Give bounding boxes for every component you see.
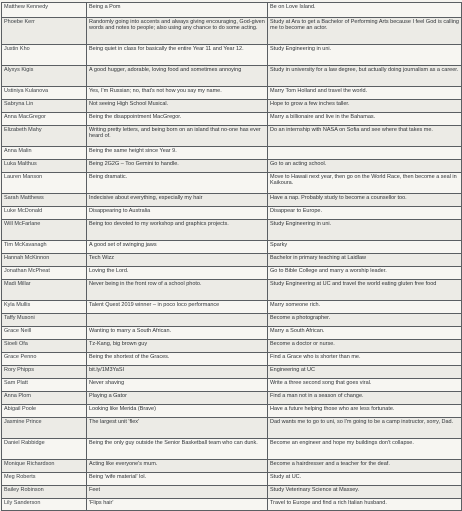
student-name: Grace Penno (2, 353, 87, 366)
table-row (2, 392, 462, 405)
future-plans: Go to Bible College and marry a worship leader. (268, 267, 462, 280)
student-name: Matthew Kennedy (2, 3, 87, 18)
student-table-body (2, 3, 462, 511)
student-name: Sioeli Ofa (2, 340, 87, 353)
table-row (2, 353, 462, 366)
student-name: Lauren Manson (2, 173, 87, 194)
student-name: Anna Plom (2, 392, 87, 405)
table-row (2, 473, 462, 486)
table-row (2, 241, 462, 254)
table-row (2, 18, 462, 45)
table-row (2, 379, 462, 392)
known-for: Being the only guy outside the Senior Basketball team who can dunk. (87, 439, 268, 460)
future-plans: Study Veterinary Science at Massey. (268, 486, 462, 499)
known-for: Loving the Lord. (87, 267, 268, 280)
known-for: Indecisive about everything, especially my hair (87, 194, 268, 207)
table-row (2, 100, 462, 113)
known-for: Playing a Gator (87, 392, 268, 405)
known-for: Talent Quest 2019 winner – in poco loco performance (87, 301, 268, 314)
future-plans: Have a nap. Probably study to become a counsellor too. (268, 194, 462, 207)
table-row (2, 405, 462, 418)
student-name: Daniel Rabbidge (2, 439, 87, 460)
future-plans: Disappear to Europe. (268, 207, 462, 220)
student-name: Bailey Robinson (2, 486, 87, 499)
student-name: Lily Sanderson (2, 499, 87, 511)
known-for: Writing pretty letters, and being born on an island that no-one has ever heard of. (87, 126, 268, 147)
student-name: Abigail Poole (2, 405, 87, 418)
table-row (2, 314, 462, 327)
future-plans: Do an internship with NASA on Sofia and see where that takes me. (268, 126, 462, 147)
known-for: Being the shortest of the Graces. (87, 353, 268, 366)
table-row (2, 113, 462, 126)
known-for: Wanting to marry a South African. (87, 327, 268, 340)
known-for: Yes, I'm Russian; no, that's not how you say my name. (87, 87, 268, 100)
known-for: Being quiet in class for basically the entire Year 11 and Year 12. (87, 45, 268, 66)
known-for: Being 'wife material' lol. (87, 473, 268, 486)
table-row (2, 418, 462, 439)
student-name: Tim McKavanagh (2, 241, 87, 254)
student-name: Will McFarlane (2, 220, 87, 241)
student-table (1, 2, 462, 511)
table-row (2, 340, 462, 353)
future-plans: Find a Grace who is shorter than me. (268, 353, 462, 366)
student-name: Alyxys Kigis (2, 66, 87, 87)
student-name: Sam Platt (2, 379, 87, 392)
table-row (2, 486, 462, 499)
table-row (2, 45, 462, 66)
student-name: Sabryna Lin (2, 100, 87, 113)
known-for: Never being in the front row of a school photo. (87, 280, 268, 301)
student-name: Meg Roberts (2, 473, 87, 486)
future-plans: Study at UC. (268, 473, 462, 486)
student-name: Rory Phipps (2, 366, 87, 379)
future-plans: Bachelor in primary teaching at Laidlaw (268, 254, 462, 267)
table-row (2, 439, 462, 460)
known-for: A good hugger, adorable, loving food and sometimes annoying (87, 66, 268, 87)
future-plans: Become an engineer and hope my buildings don't collapse. (268, 439, 462, 460)
future-plans: Become a hairdresser and a teacher for the deaf. (268, 460, 462, 473)
known-for: Tz-Kang, big brown guy (87, 340, 268, 353)
known-for: Randomly going into accents and always giving encouraging, God-given words and notes to people; also using any chance to do some acting. (87, 18, 268, 45)
future-plans: Be on Love Island. (268, 3, 462, 18)
student-name: Madi Millar (2, 280, 87, 301)
student-name: Anna MacGregor (2, 113, 87, 126)
table-row (2, 66, 462, 87)
known-for: The largest unit 'flex' (87, 418, 268, 439)
future-plans: Study Engineering in uni. (268, 220, 462, 241)
future-plans: Become a doctor or nurse. (268, 340, 462, 353)
known-for: bit.ly/1M3YaSI (87, 366, 268, 379)
future-plans: Find a man not in a season of change. (268, 392, 462, 405)
table-row (2, 499, 462, 511)
table-row (2, 254, 462, 267)
table-row (2, 280, 462, 301)
future-plans: Hope to grow a few inches taller. (268, 100, 462, 113)
student-name: Ustiniya Kulanova (2, 87, 87, 100)
table-row (2, 267, 462, 280)
known-for: A good set of swinging jaws (87, 241, 268, 254)
table-row (2, 207, 462, 220)
student-name: Justin Kho (2, 45, 87, 66)
future-plans (268, 147, 462, 160)
future-plans: Move to Hawaii next year, then go on the World Race, then become a seal in Kaikoura. (268, 173, 462, 194)
known-for: Being 2G2G – Too Gemini to handle. (87, 160, 268, 173)
future-plans: Marry a South African. (268, 327, 462, 340)
table-row (2, 147, 462, 160)
known-for: Disappearing to Australia (87, 207, 268, 220)
table-row (2, 173, 462, 194)
known-for: Being a Pom (87, 3, 268, 18)
known-for: 'Flips hair' (87, 499, 268, 511)
student-name: Luka Malthus (2, 160, 87, 173)
future-plans: Dad wants me to go to uni, so I'm going to be a camp instructor, sorry, Dad. (268, 418, 462, 439)
student-name: Elizabeth Mahy (2, 126, 87, 147)
table-row (2, 3, 462, 18)
table-row (2, 366, 462, 379)
known-for: Being too devoted to my workshop and graphics projects. (87, 220, 268, 241)
known-for: Feet (87, 486, 268, 499)
table-row (2, 327, 462, 340)
student-name: Monique Richardson (2, 460, 87, 473)
student-name: Grace Neill (2, 327, 87, 340)
known-for: Being dramatic. (87, 173, 268, 194)
future-plans: Have a future helping those who are less fortunate. (268, 405, 462, 418)
student-name: Anna Malin (2, 147, 87, 160)
known-for: Acting like everyone's mum. (87, 460, 268, 473)
future-plans: Study Engineering in uni. (268, 45, 462, 66)
known-for: Tech Wizz (87, 254, 268, 267)
future-plans: Marry someone rich. (268, 301, 462, 314)
student-name: Jonathan McPheat (2, 267, 87, 280)
student-name: Kyla Mullis (2, 301, 87, 314)
future-plans: Marry a billionaire and live in the Bahamas. (268, 113, 462, 126)
student-name: Phoebe Kerr (2, 18, 87, 45)
student-name: Luke McDonald (2, 207, 87, 220)
table-row (2, 301, 462, 314)
known-for: Looking like Merida (Brave) (87, 405, 268, 418)
known-for (87, 314, 268, 327)
future-plans: Marry Tom Holland and travel the world. (268, 87, 462, 100)
table-row (2, 160, 462, 173)
student-name: Hannah McKinnon (2, 254, 87, 267)
future-plans: Study at Ara to get a Bachelor of Performing Arts because I feel God is calling me to become an actor. (268, 18, 462, 45)
student-name: Taffy Musoni (2, 314, 87, 327)
known-for: Being the disappointment MacGregor. (87, 113, 268, 126)
future-plans: Study in university for a law degree, but actually doing journalism as a career. (268, 66, 462, 87)
known-for: Not seeing High School Musical. (87, 100, 268, 113)
student-name: Jasmine Prince (2, 418, 87, 439)
future-plans: Travel to Europe and find a rich Italian husband. (268, 499, 462, 511)
future-plans: Study Engineering at UC and travel the world eating gluten free food (268, 280, 462, 301)
known-for: Being the same height since Year 9. (87, 147, 268, 160)
future-plans: Become a photographer. (268, 314, 462, 327)
table-row (2, 87, 462, 100)
table-row (2, 126, 462, 147)
student-name: Sarah Matthews (2, 194, 87, 207)
future-plans: Engineering at UC (268, 366, 462, 379)
table-row (2, 460, 462, 473)
future-plans: Write a three second song that goes viral. (268, 379, 462, 392)
table-row (2, 194, 462, 207)
future-plans: Sparky (268, 241, 462, 254)
future-plans: Go to an acting school. (268, 160, 462, 173)
known-for: Never shaving (87, 379, 268, 392)
table-row (2, 220, 462, 241)
